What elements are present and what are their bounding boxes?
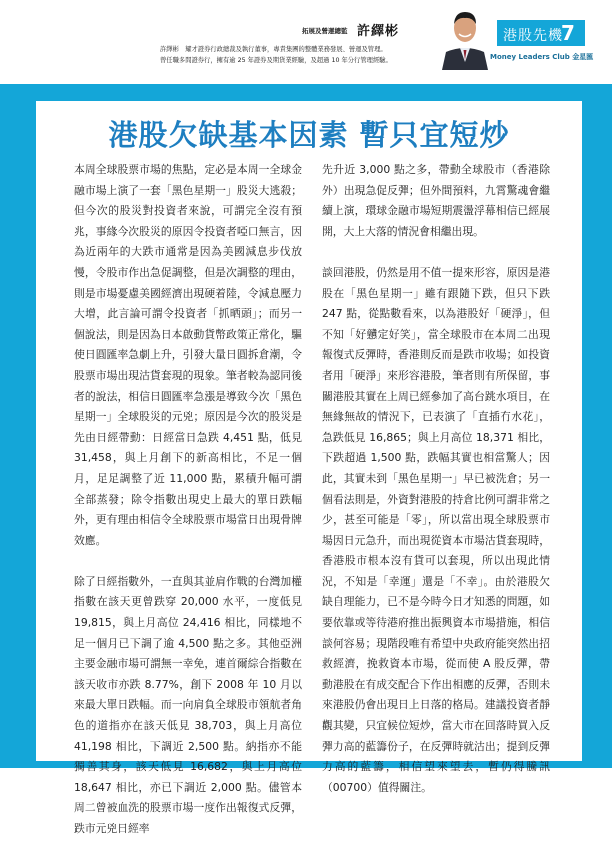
bio-line: 許繹彬 耀才證券行政總裁及執行董事，專責集團的整體業務發展、營運及管理。: [160, 46, 387, 53]
author-portrait-icon: [438, 4, 492, 70]
column-tab: [497, 20, 585, 46]
page-header: [0, 0, 612, 84]
column-name: 港股先機: [503, 28, 563, 44]
bio-line: 曾任職多間證券行，擁有逾 25 年證券及期貨業經驗，及超過 10 年分行管理經驗。: [160, 57, 392, 64]
article-paragraph: 先升近 3,000 點之多，帶動全球股市（香港除外）出現急促反彈；但外間預料，九霄驚魂會繼續上演，環球金融市場短期震盪浮幕相信已經展開，大上大落的情況會相繼出現。: [322, 163, 550, 238]
author-bio: [160, 44, 430, 66]
article-column-right: [322, 160, 550, 819]
club-name: Money Leaders Club 金星匯: [490, 53, 594, 61]
article-paragraph: 本周全球股票市場的焦點，定必是本周一全球金融市場上演了一套「黑色星期一」股災大逃殺；但今次的股災對投資者來說，可謂完全沒有預兆，事緣今次股災的原因令投資者啞口無言，因為近兩年的大跌市通常是因為美國減息步伐放慢，令股市作出急促調整，但是次調整的理由，則是市場憂慮美國經濟出現硬着陸，令減息壓力大增，此言論可謂令投資者「抓晒頭」；而另一個說法，則是因為日本啟動貨幣政策正常化，驅使日圓匯率急劇上升，引發大量日圓拆倉潮，令股票市場出現沽貨套現的現象。筆者較為認同後者的說法，相信日圓匯率急漲是導致今次「黑色星期一」全球股災的元兇；原因是今次的股災是先由日經帶動：日經當日急跌 4,451 點，低見 31,458，與上月創下的新高相比，不足一個月，足足調整了近 11,000 點，累積升幅可謂全部蒸發；除令指數出現史上最大的單日跌幅外，更有理由相信令全球股票市場當日出現骨牌效應。: [74, 163, 302, 547]
article-paragraph: 除了日經指數外，一直與其並肩作戰的台灣加權指數在該天更曾跌穿 20,000 水平，一度低見 19,815，與上月高位 24,416 相比，同樣地不足一個月已下調了逾 4,500 點之多。其他亞洲主要金融市場可謂無一幸免，連首爾綜合指數在該天收市亦跌 8.77%，創下 2008 年 10 月以來最大單日跌幅。而一向肩負全球股市領航者角色的道指亦在該天低見 38,703，與上月高位 41,198 相比，下調近 2,500 點。納指亦不能獨善其身，該天低見 16,682，與上月高位 18,647 相比，亦已下調近 2,000 點。儘管本周二曾被血洗的股票市場一度作出報復式反彈，跌市元兇日經率: [74, 574, 302, 835]
author-title: 拓展及營運總監: [302, 27, 348, 35]
article-paragraph: 談回港股，仍然是用不值一提來形容，原因是港股在「黑色星期一」雖有跟隨下跌，但只下跌 247 點，從點數看來，以為港股好「硬淨」，但不知「好戇定好笑」，當全球股市在本周二出現報復式反彈時，香港則反而是跌市收場；如投資者用「硬淨」來形容港股，筆者則有所保留，事關港股其實在上周已經參加了高台跳水項目，在無緣無故的情況下，已表演了「直插冇水花」，急跌低見 16,865；與上月高位 18,371 相比，下跌超過 1,500 點，跌幅其實也相當驚人；因此，其實未到「黑色星期一」早已被洗倉；另一個看法則是，外資對港股的持倉比例可謂非常之少，甚至可能是「零」，所以當出現全球股票市場因日元急升，而出現從資本市場沽貨套現時，香港股市根本沒有貨可以套現，所以出現此情況，不知是「幸運」還是「不幸」。由於港股欠缺自理能力，已不是今時今日才知悉的問題，如要依靠或等待港府推出振興資本市場措施，相信談何容易；現階段唯有希望中央政府能突然出招救經濟，挽救資本市場，從而使 A 股反彈，帶動港股在有成交配合下作出相應的反彈，否則未來港股仍會出現日上日落的格局。建議投資者靜觀其變，只宜候位短炒，當大市在回落時買入反彈力高的藍籌份子，在反彈時就沽出；提到反彈力高的藍籌，相信望來望去，暫仍得騰訊（00700）值得關注。: [322, 265, 550, 794]
article-column-left: [74, 160, 302, 860]
author-name: 許繹彬: [357, 24, 400, 39]
page-number: 7: [561, 21, 575, 45]
article-headline: 港股欠缺基本因素 暫只宜短炒: [108, 118, 510, 152]
